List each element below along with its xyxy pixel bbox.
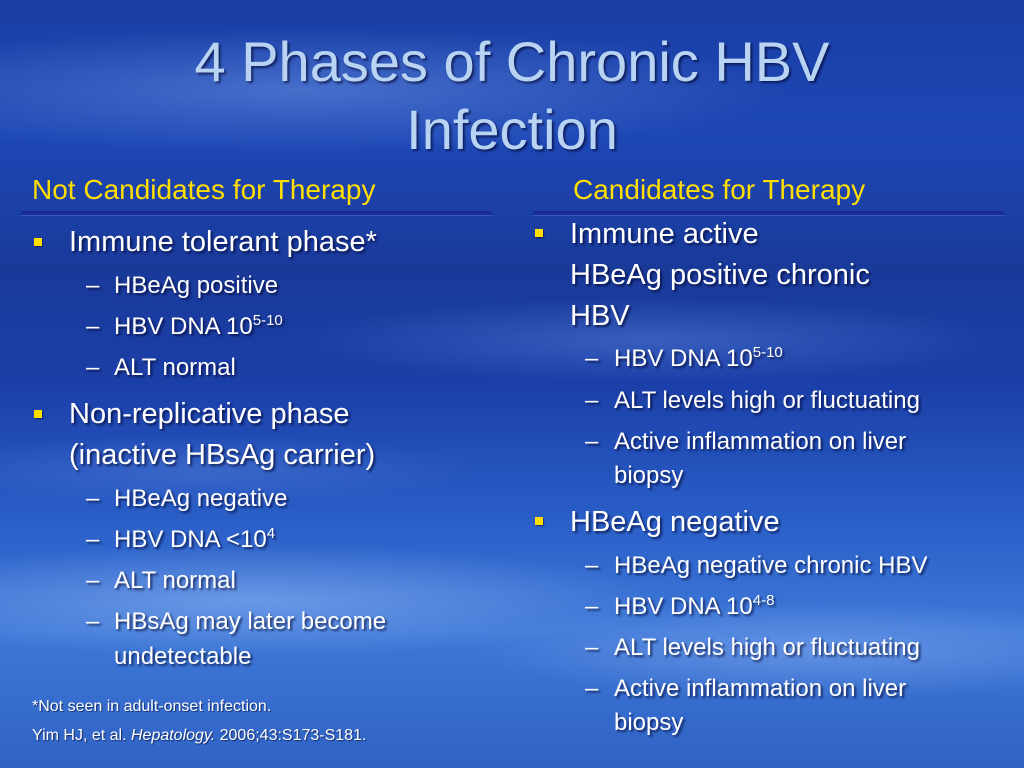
square-bullet-icon — [34, 238, 42, 246]
right-sub-inflammation-2-line2: biopsy — [614, 709, 684, 736]
footnote-reference — [32, 726, 366, 746]
dash-bullet-icon: – — [585, 428, 599, 455]
left-sub-hbv-dna-1 — [114, 310, 283, 344]
left-column-header: Not Candidates for Therapy — [32, 174, 376, 205]
left-sub-hbeag-positive: HBeAg positive — [114, 272, 279, 299]
hbv-dna-exponent: 5-10 — [752, 344, 783, 361]
dash-bullet-icon: – — [585, 675, 599, 702]
right-column-header: Candidates for Therapy — [573, 174, 866, 205]
right-bullet-hbeag-negative: HBeAg negative — [570, 506, 780, 538]
dash-bullet-icon: – — [585, 552, 599, 579]
dash-bullet-icon: – — [585, 387, 599, 414]
footnote-note: *Not seen in adult-onset infection. — [32, 698, 272, 715]
square-bullet-icon — [34, 410, 42, 418]
dash-bullet-icon: – — [86, 485, 100, 512]
left-header-divider — [21, 211, 492, 215]
left-sub-alt-normal-2: ALT normal — [114, 567, 236, 594]
right-bullet-immune-active-line3: HBV — [570, 300, 630, 332]
dash-bullet-icon: – — [585, 345, 599, 372]
hbv-dna-exponent: 5-10 — [252, 312, 283, 329]
dash-bullet-icon: – — [86, 313, 100, 340]
hbv-dna-base: HBV DNA 10 — [614, 593, 753, 620]
hbv-dna-exponent: 4 — [266, 525, 276, 542]
left-sub-hbeag-negative: HBeAg negative — [114, 485, 288, 512]
right-sub-alt-high-1: ALT levels high or fluctuating — [614, 387, 920, 414]
dash-bullet-icon: – — [86, 272, 100, 299]
left-sub-alt-normal-1: ALT normal — [114, 354, 236, 381]
dash-bullet-icon: – — [86, 608, 100, 635]
right-sub-inflammation-2-line1: Active inflammation on liver — [614, 675, 907, 702]
slide-title-line-2: Infection — [406, 98, 618, 161]
right-sub-hbv-dna-1 — [614, 342, 783, 376]
right-bullet-immune-active-line2: HBeAg positive chronic — [570, 259, 870, 291]
square-bullet-icon — [535, 229, 543, 237]
hbv-dna-base: HBV DNA 10 — [114, 313, 253, 340]
right-sub-hbv-dna-2 — [614, 590, 774, 624]
slide-title — [0, 28, 1024, 164]
right-bullet-immune-active-line1: Immune active — [570, 218, 759, 250]
right-sub-alt-high-2: ALT levels high or fluctuating — [614, 634, 920, 661]
dash-bullet-icon: – — [86, 567, 100, 594]
right-sub-inflammation-1-line2: biopsy — [614, 462, 684, 489]
left-sub-hbsag-line1: HBsAg may later become — [114, 608, 387, 635]
left-bullet-non-replicative-line1: Non-replicative phase — [69, 398, 350, 430]
left-sub-hbsag-line2: undetectable — [114, 643, 252, 670]
right-sub-hbeag-negative-chronic: HBeAg negative chronic HBV — [614, 552, 928, 579]
reference-journal: Hepatology. — [130, 727, 216, 744]
square-bullet-icon — [535, 517, 543, 525]
left-bullet-immune-tolerant: Immune tolerant phase* — [69, 226, 377, 258]
reference-authors: Yim HJ, et al. — [32, 727, 131, 744]
dash-bullet-icon: – — [86, 354, 100, 381]
slide-title-line-1: 4 Phases of Chronic HBV — [194, 30, 830, 93]
dash-bullet-icon: – — [86, 526, 100, 553]
left-sub-hbv-dna-2 — [114, 523, 275, 557]
left-bullet-non-replicative-line2: (inactive HBsAg carrier) — [69, 439, 376, 471]
right-sub-inflammation-1-line1: Active inflammation on liver — [614, 428, 907, 455]
reference-detail: 2006;43:S173-S181. — [215, 727, 367, 744]
hbv-dna-base: HBV DNA 10 — [614, 345, 753, 372]
hbv-dna-exponent: 4-8 — [752, 592, 775, 609]
hbv-dna-base: HBV DNA <10 — [114, 526, 267, 553]
dash-bullet-icon: – — [585, 593, 599, 620]
dash-bullet-icon: – — [585, 634, 599, 661]
